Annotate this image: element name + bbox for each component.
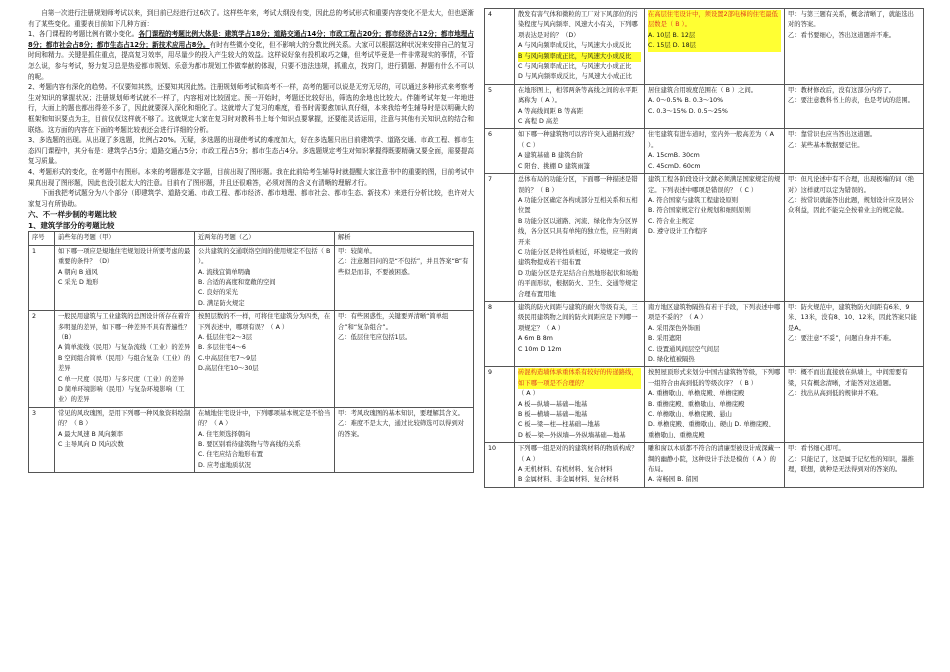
question-recent: 公共建筑的交通联络空间的使用规定不包括（ B ）。 A. 流线宜简单明确 B. 合适的高度和宽敞的空间 C. 良好的采光 D. 满足防火规定 bbox=[195, 245, 335, 310]
question-previous: 一般民用建筑与工业建筑的总图设计所存在着许多明显的差异，如下哪一种差异不具有普遍性？（B） A 简单流线（民用）与复杂流线（工业）的差异 B 空间组合简单（民用）与组合复杂（工业）的差异 C 单一尺度（民用）与多尺度（工业）的差异 D 简单环境影响（民用）与复杂环境影响（工业）的差异 bbox=[55, 311, 195, 408]
left-column bbox=[28, 8, 474, 473]
analysis-cell: 甲：看书细心即可。 乙：只能记了，这是属于记忆性的知识，墨推理，联想，就种是无法得到对的答案的。 bbox=[785, 443, 924, 488]
highlighted-option: B 与风向频率成正比，与风速大小成反比 bbox=[518, 52, 641, 62]
question-recent: 雕和窗以木质都不符合的清廉型被设计成深藏一绸的幽静小院，这种设计手法是模仿（ A ）的布局。 A. 寄畅园 B. 留园 bbox=[645, 443, 785, 488]
row-number: 4 bbox=[485, 9, 515, 85]
comparison-table-left bbox=[28, 231, 474, 473]
analysis-cell: 甲：概不而出直接放在纵墙上，中间需要有梁，只有概念清晰，才能答对这道题。 乙：找出从高到低的规律并不难。 bbox=[785, 367, 924, 443]
header-analysis: 解析 bbox=[335, 232, 474, 245]
question-recent: 建筑工程各阶段设计文献必须满足国家规定的规定。下列表述中哪项是错误的？（ C ） A. 符合国家与建筑工程建设原则 B. 符合国家规定行业规划和细则原则 C. 符合业主规定 D. 遵守设计工作程序 bbox=[645, 174, 785, 302]
question-recent: 按照层数的不一样，可将住宅建筑分为四类，在下列表述中，哪项有误？（ A ） A. 低层住宅2～3层 B. 多层住宅4～6 C.中高层住宅7～9层 D.高层住宅10～30层 bbox=[195, 311, 335, 408]
row-number: 3 bbox=[29, 407, 55, 472]
row-number: 7 bbox=[485, 174, 515, 302]
analysis-cell: 甲：靠常识也应当答出这道题。 乙：某些基本数据要记住。 bbox=[785, 129, 924, 174]
row-number: 8 bbox=[485, 301, 515, 366]
right-column bbox=[484, 8, 924, 488]
question-recent: 按照屋顶形式来划分中国古建筑物等级，下列哪一组符合由高到低的等级次序？（ B ） A. 重檐歇山、单檐庑殿、单檐庑殿 B. 重檐庑殿、重檐歇山、单檐庑殿 C. 单檐歇山、单檐庑殿、悬山 D. 单檐庑殿、重檐歇山、硬山 D. 单檐庑殿、重檐歇山、重檐庑殿 bbox=[645, 367, 785, 443]
table-row bbox=[29, 407, 474, 472]
table-row bbox=[485, 129, 924, 174]
analysis-cell: 甲：较简单。 乙：注意题目问的是“不包括”，并且答案“B”有些似是而非，不要被困惑。 bbox=[335, 245, 474, 310]
header-recent: 近两年的考题（乙） bbox=[195, 232, 335, 245]
table-row bbox=[485, 301, 924, 366]
table-row bbox=[485, 443, 924, 488]
table-header-row bbox=[29, 232, 474, 245]
analysis-cell: 甲：教材修改后，没有这部分内容了。 乙：要注意教科书上的表，也是考试的范围。 bbox=[785, 84, 924, 129]
change-item-2: 2、考题内容有深化的趋势。不仅要知其然，还要知其因此然。注册规划师考试和高考不一样，高考的题可以说是无穷无尽的，可以通过多种形式来考察考生对知识的掌握状况；注册规划师考试就不一样了，内容相对比较固定。预一开始时，考题还比较好出，筛选的余地也比较大。伴随考试年复一年地进行，大面上的题也都出得差不多了，因此就要深入深化和细化了。这就增大了复习的难度，看书时需要愈加认真仔细，本来我给考生辅导时是以明确大的框架和知识要点为主，目前仅仅这样就不够了。这就规定大家在复习时对教科书上每个知识点要掌握，还要能灵活运用，注意与其他有关知识点的结合和联络。这方面的内容在下面的考题比较表还会进行详细的分析。 bbox=[28, 83, 474, 134]
row-number: 1 bbox=[29, 245, 55, 310]
question-previous: 在地形图上，相邻两条等高线之间的水平距离称为（ A ）。 A 等高线间距 B 等高距 C 高程 D 高差 bbox=[515, 84, 645, 129]
highlighted-question: 砖混构造墙体承重体系有较好的传递路线，如下哪一项是不合理的？ bbox=[518, 368, 641, 389]
question-previous: 建筑的防火间距与建筑的耐火等级有关，三级民用建筑物之间的防火间距应是下列哪一项规定？（ A ） A 6m B 8m C 10m D 12m bbox=[515, 301, 645, 366]
question-recent: 在城地住宅设计中，下列哪项基本规定是不恰当的？（ A ） A. 住宅须选择朝向 B. 要区别看待建筑物与等高线的关系 C. 住宅应结合地形布置 D. 应考虑地质状况 bbox=[195, 407, 335, 472]
table-row bbox=[29, 311, 474, 408]
change-item-1-lead: 1、各门课程的考题比例有微小变化。 bbox=[28, 30, 139, 39]
table-row bbox=[485, 84, 924, 129]
row-number: 6 bbox=[485, 129, 515, 174]
table-row bbox=[485, 9, 924, 85]
row-number: 5 bbox=[485, 84, 515, 129]
question-previous: 如下哪一种建筑物可以容许突入道路红线？（ C ） A 建筑基础 B 建筑台阶 C 阳台、挑棚 D 建筑雨篷 bbox=[515, 129, 645, 174]
analysis-cell: 甲：但凡论述中有不合理，出现极端的词（绝对）这样就可以定为错误的。 乙：按常识就能答出此题，规划设计应及居公众利益，因此不能完全按着业主的规定做。 bbox=[785, 174, 924, 302]
highlighted-option: A. 10层 B. 12层 bbox=[648, 31, 781, 41]
question-recent: 南方地区建筑物隔热有若干手段，下列表述中哪项是不妥的？（ A ） A. 采用深色外饰面 B. 采用遮阳 C. 设置通风间层空气间层 D. 绿化植被隔热 bbox=[645, 301, 785, 366]
analysis-cell: 甲：考风玫瑰图的基本知识，要理解其含义。 乙：难度不是太大，通过比较筛选可以得到对的答案。 bbox=[335, 407, 474, 472]
analysis-cell: 甲：有些困惑性，关键要弄清晰“简单组合”和“复杂组合”。 乙：低层住宅应包括1层。 bbox=[335, 311, 474, 408]
change-item-1 bbox=[28, 29, 474, 82]
question-previous: 总体布局的功能分区，下面哪一种描述是错误的？（ B ） A 功能分区确定各构成部分互相关系和五相位置 B 功能分区以道路、河流、绿化作为分区界线，各分区只具有单纯的独立性，应当附离开来 C 功能分区是将性质相近，环境规定一致的建筑物提成若干组布置 D 功能分区是充足结合自然地形起伏和场地的平面形状，根据防火、卫生、交通等规定合理布置用地 bbox=[515, 174, 645, 302]
question-recent: 居住建筑合用坡度范围在（ B ）之间。 A. 0～0.5% B. 0.3～10% C. 0.3～15% D. 0.5～25% bbox=[645, 84, 785, 129]
change-item-3: 3、多选题的出现。从出现了多选题，比例占20%。无疑，多选题的出现使考试的难度加大，好在多选题只出目前建筑学、道路交通、市政工程、都市生态四门课程中，其分布是：建筑学占5分；道路交通占5分；市政工程占5分；都市生态占4分。多选题规定考生对知识掌握得既要精确又要全面，需要提高复习质量。 bbox=[28, 136, 474, 166]
analysis-cell: 甲：与第三题有关系，概念清晰了，就能选出对的答案。 乙：看书要细心，答出这道题并不难。 bbox=[785, 9, 924, 85]
comparison-table-right bbox=[484, 8, 924, 488]
header-no: 序号 bbox=[29, 232, 55, 245]
change-item-4: 4、考题形式的变化，在考题中有图形。本来的考题都是文字题，目前出现了图形题。我在此前给考生辅导时就提醒大家注意书中的重要的图，目前考试中果真出现了图形题，因此也没引起太大的注意。目前有了图形题，并且还很难答，必须对图的含义有清晰的理解才行。 bbox=[28, 167, 474, 187]
question-recent bbox=[645, 9, 785, 85]
row-number: 9 bbox=[485, 367, 515, 443]
question-previous: 常见的风玫瑰图，是用下列哪一种风象资料绘制的？（ B ） A 最大风速 B 风向频率 C 主导风向 D 风向次数 bbox=[55, 407, 195, 472]
question-previous: 砖混构造墙体承重体系有较好的传递路线，如下哪一项是不合理的？ （ A ） A 板—纵墙—基础—地基 B 板—横墙—基础—地基 C 板—梁—柱—柱基础—地基 D 板—梁—外纵墙—外纵墙基础—地基 bbox=[515, 367, 645, 443]
question-previous: 散发有害气体和微粒的工厂对下风部位的污染程度与风向频率、风速大小有关，下列哪项表达是对的？（D） A 与风向频率成反比，与风速大小成反比 B 与风向频率成正比，与风速大小成反比 C 与风向频率成正比，与风速大小成正比 D 与风向频率成反比，与风速大小成正比 bbox=[515, 9, 645, 85]
table-row bbox=[485, 174, 924, 302]
question-previous: 如下哪一项应是規地住宅规划设计所要考虑的最重要的条件？（D） A 朝向 B 通风 C 采光 D 地形 bbox=[55, 245, 195, 310]
question-previous: 下列哪一组是对的的建筑材料的物质构成？（ A ） A 无机材料、有机材料、复合材料 B 金属材料、非金属材料、复合材料 bbox=[515, 443, 645, 488]
question-recent: 住宅建筑有进车道时，室内外一般高差为（ A ）。 A. 15cmB. 30cm C. 45cmD. 60cm bbox=[645, 129, 785, 174]
highlighted-option: C. 15层 D. 18层 bbox=[648, 41, 781, 51]
analysis-intro: 下面我把考试题分为八个部分（即建筑学、道路交通、市政工程、都市经济、都市地理、都市社会、都市生态、新技术）来进行分析比较，也许对大家复习有所协助。 bbox=[28, 189, 474, 208]
row-number: 2 bbox=[29, 311, 55, 408]
score-distribution: 各门课程的考题比例大体是：建筑学占18分；道路交通占14分；市政工程占20分；都市经济占12分；都市地理占8分；都市社会占8分；都市生态占12分；新技术应用占8分。 bbox=[28, 30, 474, 49]
header-previous: 前些年的考题（甲） bbox=[55, 232, 195, 245]
subsection-heading: 1、建筑学部分的考题比较 bbox=[28, 221, 115, 231]
table-row bbox=[29, 245, 474, 310]
highlighted-question: 在高层住宅设计中，须设置2部电梯的住宅最低层数是（ B ）。 bbox=[648, 10, 781, 31]
change-item-1-rest: 有时有些微小变化，但不影响大的分数比例关系。大家可以根据这种状况来安排自己的复习时间和精力。关键是抓住重点，提高复习效率，用尽量少的投入产生较大的效益。这样说好象有投机取巧之嫌，但考试毕竟是一件非常现实的事情，不管怎么说，参与考试，努力复习总是热爱都市规划、乐意为都市规划工作做奉献的体现，只要不违法违规，抓重点，找窍门，进行猜题、押题有什么不可以的呢。 bbox=[28, 40, 474, 81]
analysis-cell: 甲：防火规范中，建筑物防火间距有6米、9米、13米，没有8、10、12米，因此答案只能是A。 乙：要注意“不妥”，问题自身并不难。 bbox=[785, 301, 924, 366]
intro-paragraph: 自第一次进行注册规划师考试以来，到目前已经进行过6次了。这样些年来，考试大纲没有变，因此总的考试形式和重要内容变化不是太大，但也逐渐有了某些变化。重要表目前如下几种方面： bbox=[28, 9, 474, 28]
section-heading: 六、不一样步制的考题比较 bbox=[28, 210, 117, 220]
table-row bbox=[485, 367, 924, 443]
row-number: 10 bbox=[485, 443, 515, 488]
